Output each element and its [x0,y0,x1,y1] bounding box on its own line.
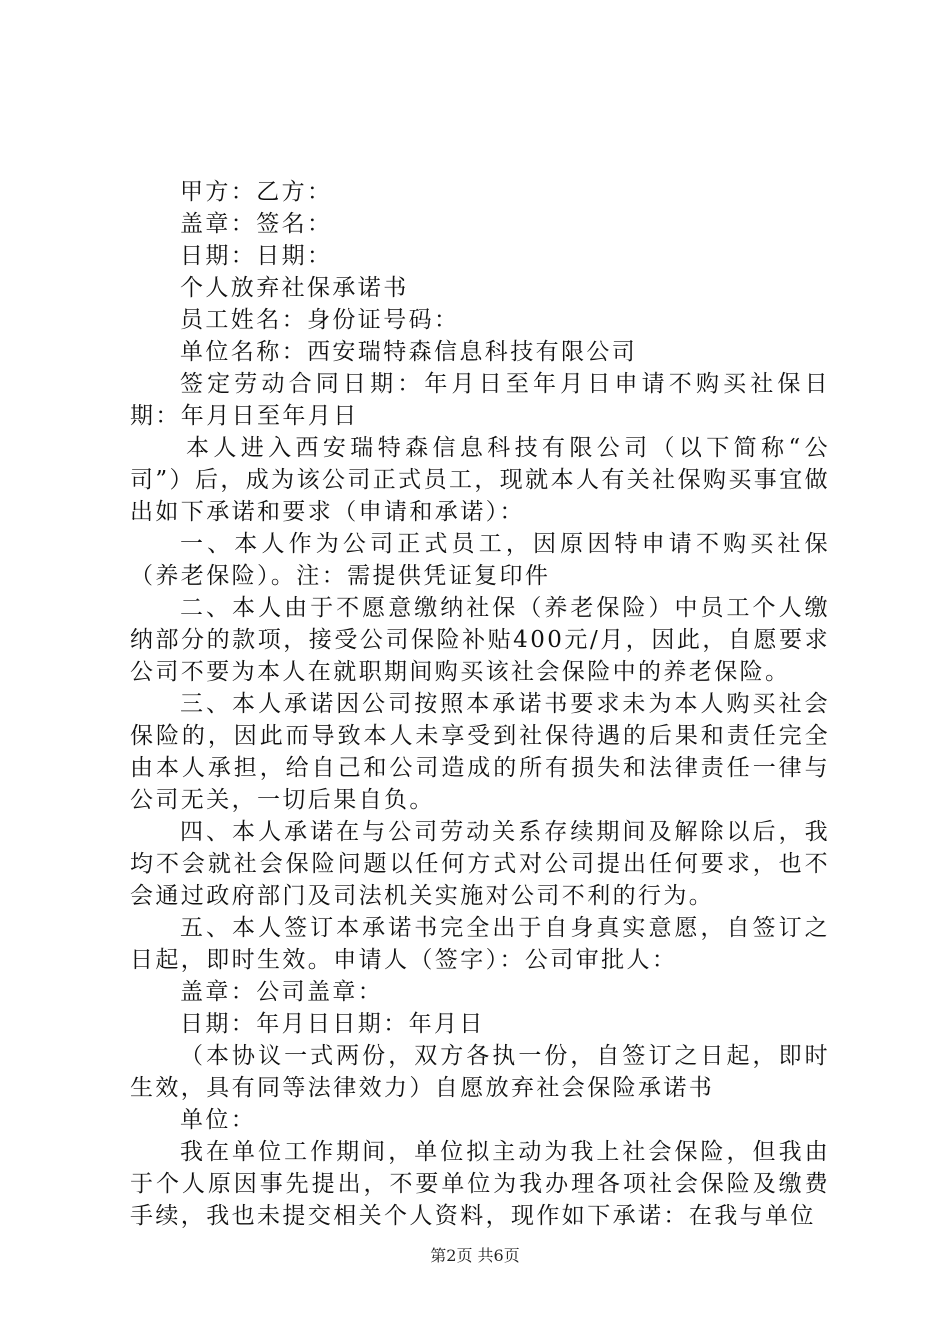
paragraph-seal-line: 盖章：公司盖章： [180,979,384,1005]
paragraph-party-labels: 甲方：乙方： [180,179,333,205]
document-body [130,176,830,1232]
paragraph-seal-signature: 盖章：签名： [180,211,333,237]
paragraph-contract-date: 签定劳动合同日期：年月日至年月日申请不购买社保日期：年月日至年月日 [130,371,830,429]
page-number-footer: 第2页 共6页 [430,1246,520,1265]
paragraph-company-name: 单位名称：西安瑞特森信息科技有限公司 [180,339,638,365]
paragraph-date-line: 日期：年月日日期：年月日 [180,1011,485,1037]
paragraph-clause-2: 二、本人由于不愿意缴纳社保（养老保险）中员工个人缴纳部分的款项，接受公司保险补贴400元/月，因此，自愿要求公司不要为本人在就职期间购买该社会保险中的养老保险。 [130,595,830,685]
paragraph-commitment: 我在单位工作期间，单位拟主动为我上社会保险，但我由于个人原因事先提出，不要单位为我办理各项社会保险及缴费手续，我也未提交相关个人资料，现作如下承诺：在我与单位 [130,1139,830,1229]
paragraph-intro: 本人进入西安瑞特森信息科技有限公司（以下简称“公司”）后，成为该公司正式员工，现就本人有关社保购买事宜做出如下承诺和要求（申请和承诺）： [130,435,830,525]
paragraph-clause-1: 一、本人作为公司正式员工，因原因特申请不购买社保（养老保险）。注：需提供凭证复印件 [130,531,830,589]
paragraph-agreement-note: （本协议一式两份，双方各执一份，自签订之日起，即时生效，具有同等法律效力）自愿放弃社会保险承诺书 [130,1043,830,1101]
paragraph-clause-4: 四、本人承诺在与公司劳动关系存续期间及解除以后，我均不会就社会保险问题以任何方式对公司提出任何要求，也不会通过政府部门及司法机关实施对公司不利的行为。 [130,819,830,909]
paragraph-clause-3: 三、本人承诺因公司按照本承诺书要求未为本人购买社会保险的，因此而导致本人未享受到社保待遇的后果和责任完全由本人承担，给自己和公司造成的所有损失和法律责任一律与公司无关，一切后果自负。 [130,691,830,813]
paragraph-employee-name: 员工姓名：身份证号码： [180,307,460,333]
paragraph-unit-label: 单位： [180,1107,257,1133]
document-title: 个人放弃社保承诺书 [180,275,409,301]
paragraph-dates: 日期：日期： [180,243,333,269]
paragraph-clause-5: 五、本人签订本承诺书完全出于自身真实意愿，自签订之日起，即时生效。申请人（签字）：公司审批人： [130,915,830,973]
